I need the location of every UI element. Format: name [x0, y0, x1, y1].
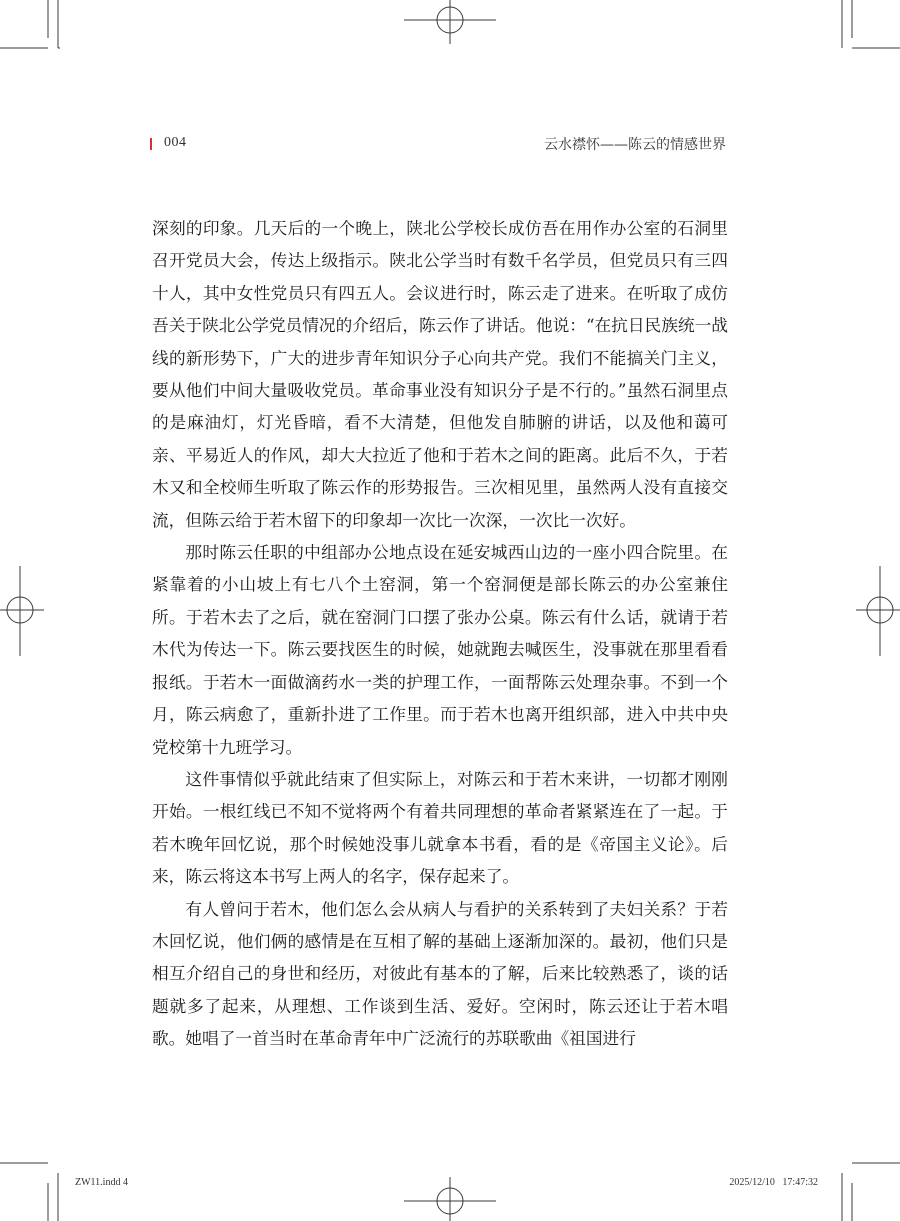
body-text [152, 212, 728, 1055]
running-title: 云水襟怀——陈云的情感世界 [544, 137, 726, 153]
paragraph: 这件事情似乎就此结束了但实际上，对陈云和于若木来讲，一切都才刚刚开始。一根红线已不知不觉将两个有着共同理想的革命者紧紧连在了一起。于若木晚年回忆说，那个时候她没事儿就拿本书看，看的是《帝国主义论》。后来，陈云将这本书写上两人的名字，保存起来了。 [152, 768, 728, 887]
paragraph: 那时陈云任职的中组部办公地点设在延安城西山边的一座小四合院里。在紧靠着的小山坡上有七八个土窑洞，第一个窑洞便是部长陈云的办公室兼住所。于若木去了之后，就在窑洞门口摆了张办公桌。陈云有什么话，就请于若木代为传达一下。陈云要找医生的时候，她就跑去喊医生，没事就在那里看看报纸。于若木一面做滴药水一类的护理工作，一面帮陈云处理杂事。不到一个月，陈云病愈了，重新扑进了工作里。而于若木也离开组织部，进入中共中央党校第十九班学习。 [152, 542, 728, 757]
footer-timestamp: 2025/12/10 17:47:32 [729, 1177, 818, 1188]
page-number: 004 [164, 135, 187, 150]
footer-file-name: ZW11.indd 4 [75, 1177, 128, 1188]
paragraph: 深刻的印象。几天后的一个晚上，陕北公学校长成仿吾在用作办公室的石洞里召开党员大会，传达上级指示。陕北公学当时有数千名学员，但党员只有三四十人，其中女性党员只有四五人。会议进行时，陈云走了进来。在听取了成仿吾关于陕北公学党员情况的介绍后，陈云作了讲话。他说：“在抗日民族统一战线的新形势下，广大的进步青年知识分子心向共产党。我们不能搞关门主义，要从他们中间大量吸收党员。革命事业没有知识分子是不行的。”虽然石洞里点的是麻油灯，灯光昏暗，看不大清楚，但他发自肺腑的讲话，以及他和蔼可亲、平易近人的作风，却大大拉近了他和于若木之间的距离。此后不久，于若木又和全校师生听取了陈云作的形势报告。三次相见里，虽然两人没有直接交流，但陈云给于若木留下的印象却一次比一次深，一次比一次好。 [152, 218, 728, 530]
paragraph: 有人曾问于若木，他们怎么会从病人与看护的关系转到了夫妇关系？于若木回忆说，他们俩的感情是在互相了解的基础上逐渐加深的。最初，他们只是相互介绍自己的身世和经历，对彼此有基本的了解，后来比较熟悉了，谈的话题就多了起来，从理想、工作谈到生活、爱好。空闲时，陈云还让于若木唱歌。她唱了一首当时在革命青年中广泛流行的苏联歌曲《祖国进行 [152, 898, 728, 1049]
header-accent-bar [150, 138, 152, 150]
